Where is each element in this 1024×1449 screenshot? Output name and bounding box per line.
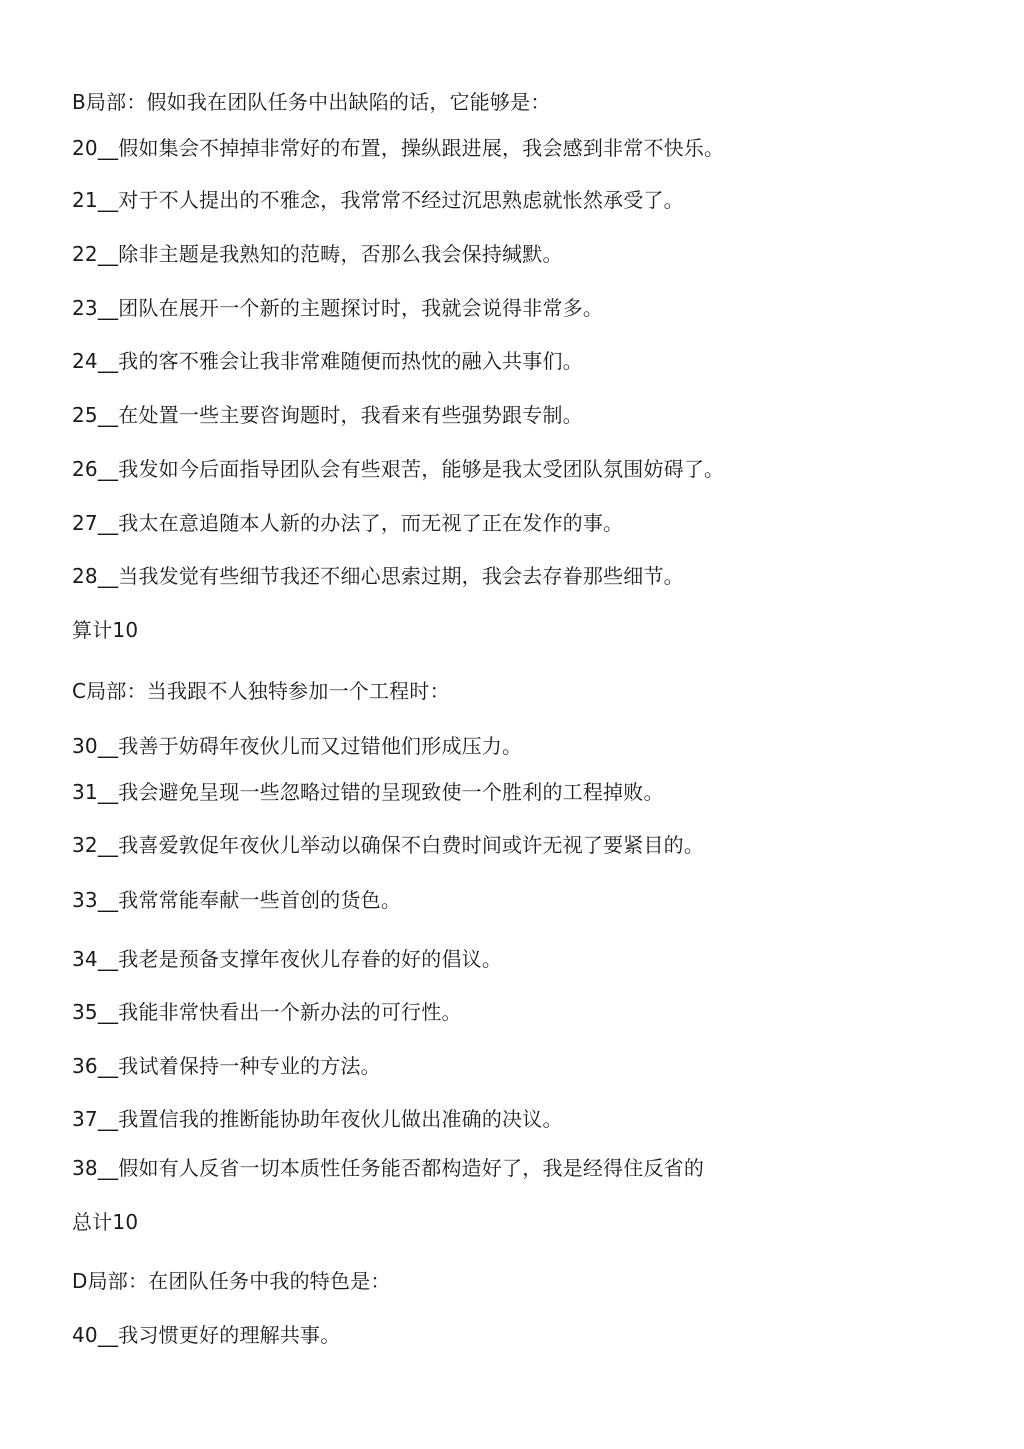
section-c-item-38: 38__假如有人反省一切本质性任务能否都构造好了，我是经得住反省的 (72, 1156, 705, 1180)
section-c-item-31: 31__我会避免呈现一些忽略过错的呈现致使一个胜利的工程掉败。 (72, 780, 664, 804)
section-d-item-40: 40__我习惯更好的理解共事。 (72, 1323, 341, 1347)
section-b-item-25: 25__在处置一些主要咨询题时，我看来有些强势跟专制。 (72, 403, 583, 427)
section-b-item-24: 24__我的客不雅会让我非常难随便而热忱的融入共事们。 (72, 349, 583, 373)
section-d-heading: D局部：在团队任务中我的特色是： (72, 1269, 391, 1293)
section-b-heading: B局部：假如我在团队任务中出缺陷的话，它能够是： (72, 90, 551, 114)
section-b-item-26: 26__我发如今后面指导团队会有些艰苦，能够是我太受团队氛围妨碍了。 (72, 457, 725, 481)
section-c-heading: C局部：当我跟不人独特参加一个工程时： (72, 679, 450, 703)
section-b-item-27: 27__我太在意追随本人新的办法了，而无视了正在发作的事。 (72, 511, 624, 535)
section-b-item-20: 20__假如集会不掉掉非常好的布置，操纵跟进展，我会感到非常不快乐。 (72, 136, 725, 160)
section-c-item-34: 34__我老是预备支撑年夜伙儿存眷的好的倡议。 (72, 947, 503, 971)
section-c-item-32: 32__我喜爱敦促年夜伙儿举动以确保不白费时间或许无视了要紧目的。 (72, 833, 705, 857)
section-b-total: 算计10 (72, 618, 139, 642)
section-c-item-35: 35__我能非常快看出一个新办法的可行性。 (72, 1000, 462, 1024)
section-c-total: 总计10 (72, 1210, 139, 1234)
section-b-item-23: 23__团队在展开一个新的主题探讨时，我就会说得非常多。 (72, 296, 604, 320)
section-c-item-30: 30__我善于妨碍年夜伙儿而又过错他们形成压力。 (72, 734, 523, 758)
section-c-item-33: 33__我常常能奉献一些首创的货色。 (72, 888, 402, 912)
section-b-item-28: 28__当我发觉有些细节我还不细心思索过期，我会去存眷那些细节。 (72, 564, 684, 588)
section-c-item-36: 36__我试着保持一种专业的方法。 (72, 1054, 381, 1078)
section-b-item-21: 21__对于不人提出的不雅念，我常常不经过沉思熟虑就怅然承受了。 (72, 188, 684, 212)
section-c-item-37: 37__我置信我的推断能协助年夜伙儿做出准确的决议。 (72, 1107, 563, 1131)
section-b-item-22: 22__除非主题是我熟知的范畴，否那么我会保持缄默。 (72, 242, 563, 266)
